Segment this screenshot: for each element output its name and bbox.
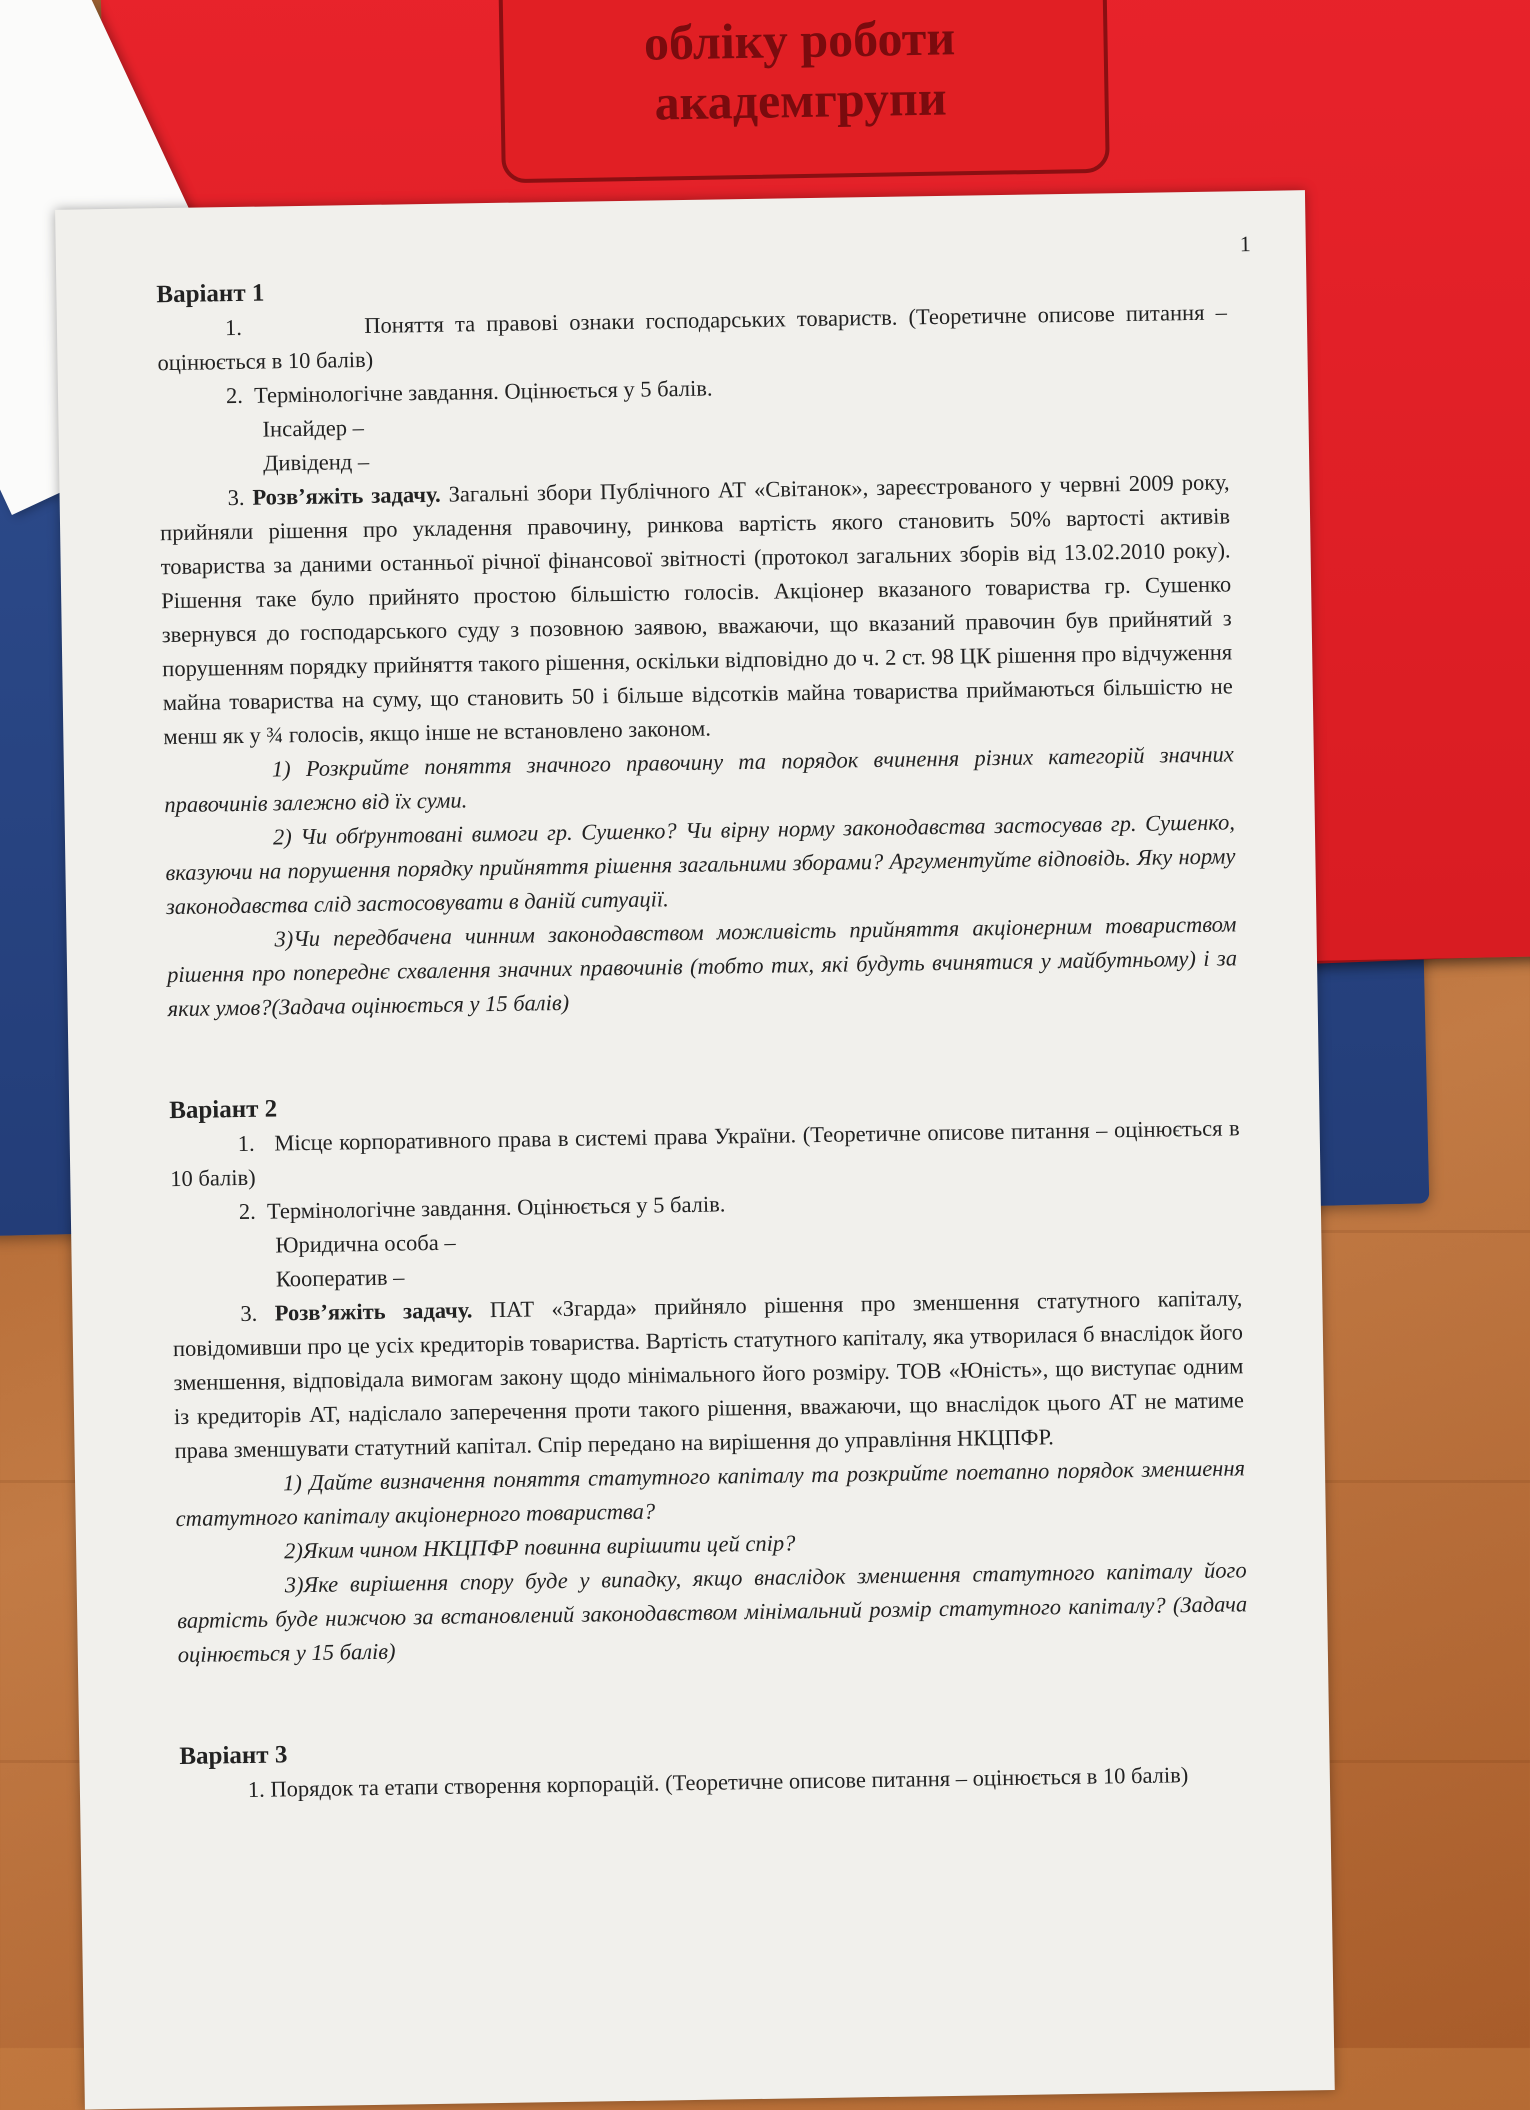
variant-1-question-3 xyxy=(159,465,1233,754)
question-number: 2. xyxy=(225,382,244,409)
variant-3-title: Варіант 3 xyxy=(179,1741,288,1771)
subquestion: 3)Яке вирішення спору буде у випадку, якщо внаслідок зменшення статутного капіталу його вартість буде нижчою за встановлений законодавством мінімальний розмір статутного капіталу? (Задача оцінюється у 15 балів) xyxy=(177,1557,1248,1668)
sheet-content xyxy=(156,231,1250,1808)
folder-label xyxy=(619,0,981,133)
question-number: 1. xyxy=(247,1776,265,1802)
term-item: Кооператив – xyxy=(275,1264,405,1292)
folder-label-line2: академгрупи xyxy=(654,69,948,131)
subquestion: 2)Яким чином НКЦПФР повинна вирішити цей спір? xyxy=(283,1530,796,1564)
question-text: Місце корпоративного права в системі права України. (Теоретичне описове питання – оцінюється в 10 балів) xyxy=(170,1115,1240,1192)
task-lead: Розв’яжіть задачу. xyxy=(274,1297,473,1326)
question-number: 2. xyxy=(238,1198,256,1225)
exam-sheet xyxy=(55,190,1335,2109)
subquestion: 1) Дайте визначення поняття статутного капіталу та розкрийте поетапно порядок зменшення статутного капіталу акціонерного товариства? xyxy=(175,1455,1246,1532)
term-item: Дивіденд – xyxy=(262,448,370,476)
folder-label-line1: обліку роботи xyxy=(643,9,956,71)
variant-2-question-3 xyxy=(172,1281,1245,1468)
subquestion: 2) Чи обґрунтовані вимоги гр. Сушенко? Чи вірну норму законодавства застосував гр. Сушенко, вказуючи на порушення порядку прийняття рішення загальними зборами? Аргументуйте відповідь. Яку норму законодавства слід застосовувати в даній ситуації. xyxy=(165,809,1236,920)
question-text: Термінологічне завдання. Оцінюється у 5 балів. xyxy=(253,375,713,408)
question-number: 1. xyxy=(224,314,243,341)
task-text: ПАТ «Згарда» прийняло рішення про зменшення статутного капіталу, повідомивши про це усіх кредиторів товариства. Вартість статутного капіталу, яка утворилася б внаслідок його зменшення, відповідала вимогам закону щодо мінімального його розміру. ТОВ «Юність», що виступає одним із кредиторів АТ, надіслало заперечення проти такого рішення, вважаючи, що внаслідок цього АТ не матиме права зменшувати статутний капітал. Спір передано на вирішення до управління НКЦПФР. xyxy=(172,1285,1245,1464)
question-text: Поняття та правові ознаки господарських товариств. (Теоретичне описове питання – оцінюється в 10 балів) xyxy=(157,299,1228,376)
question-number: 3. xyxy=(227,484,245,511)
task-lead: Розв’яжіть задачу. xyxy=(252,481,441,510)
question-number: 1. xyxy=(237,1130,255,1157)
subquestion: 3)Чи передбачена чинним законодавством можливість прийняття акціонерним товариством рішення про попереднє схвалення значних правочинів (тобто тих, які будуть вчинятися у майбутньому) і за яких умов?(Задача оцінюється у 15 балів) xyxy=(166,911,1238,1022)
subquestion: 1) Розкрийте поняття значного правочину та порядок вчинення різних категорій значних правочинів залежно від їх суми. xyxy=(164,741,1234,818)
question-number: 3. xyxy=(240,1300,258,1327)
term-item: Інсайдер – xyxy=(262,414,365,442)
question-text: Термінологічне завдання. Оцінюється у 5 балів. xyxy=(266,1191,726,1224)
question-text: Порядок та етапи створення корпорацій. (Теоретичне описове питання – оцінюється в 10 балів) xyxy=(270,1762,1189,1802)
term-item: Юридична особа – xyxy=(275,1229,456,1258)
page-number: 1 xyxy=(1239,231,1251,257)
variant-2-title: Варіант 2 xyxy=(169,1095,278,1125)
variant-1-title: Варіант 1 xyxy=(156,279,265,309)
task-text: Загальні збори Публічного АТ «Світанок», зареєстрованого у червні 2009 року, прийняли рішення про укладення правочину, ринкова вартість якого становить 50% вартості активів товариства за даними останньої річної фінансової звітності (протокол загальних зборів від 13.02.2010 року). Рішення таке було прийнято простою більшістю голосів. Акціонер вказаного товариства гр. Сушенко звернувся до господарського суду з позовною заявою, вважаючи, що вказаний правочин був прийнятий з порушенням порядку прийняття такого рішення, оскільки відповідно до ч. 2 ст. 98 ЦК рішення про відчуження майна товариства на суму, що становить 50 і більше відсотків майна товариства приймаються більшістю не менш як у ¾ голосів, якщо інше не встановлено законом. xyxy=(159,469,1233,750)
